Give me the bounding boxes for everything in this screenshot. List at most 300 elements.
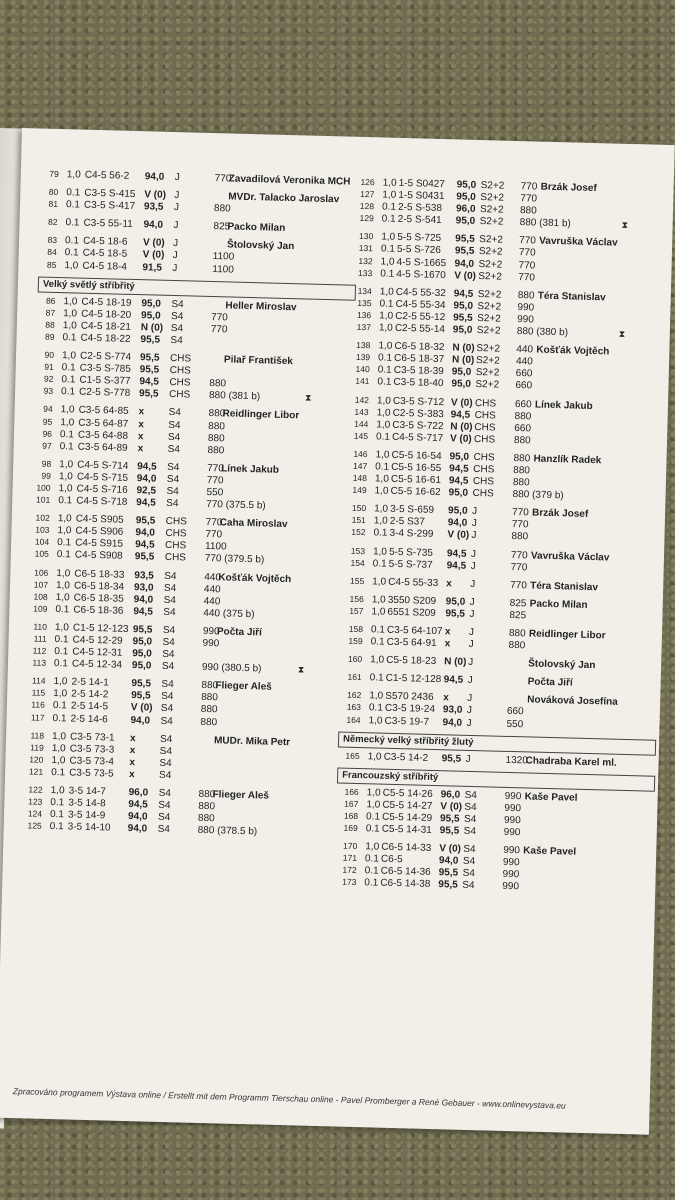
cell-reg: C3-5 64-89	[77, 441, 128, 454]
cell-prize: 990	[202, 625, 220, 638]
cell-grd: S4	[160, 703, 174, 715]
cell-cls: 0.1	[60, 386, 76, 398]
cell-pts: N (0)	[451, 354, 475, 367]
cell-pts: 95,5	[131, 678, 152, 690]
cell-no: 124	[27, 808, 43, 819]
cell-prize: 770	[214, 173, 232, 185]
cell-pts: 95,5	[131, 690, 151, 702]
cell-prize: 990	[502, 857, 520, 869]
cell-no: 82	[47, 216, 58, 228]
cell-reg: C6-5 18-35	[73, 592, 124, 605]
cell-no: 91	[44, 361, 54, 373]
cell-no: 128	[359, 201, 375, 212]
cell-reg: C1-5 12-123	[72, 622, 129, 635]
cell-prize: 770	[511, 507, 529, 519]
cell-grd: S2+2	[477, 312, 501, 325]
cell-reg: 3-5 14-8	[68, 797, 106, 810]
cell-no: 103	[35, 524, 50, 536]
cell-cls: 0.1	[65, 217, 80, 229]
cell-no: 155	[349, 575, 365, 586]
cell-cls: 0.1	[66, 187, 81, 199]
cell-prize: 770	[520, 193, 538, 205]
cell-pts: x	[129, 756, 136, 769]
cell-grd: S4	[158, 769, 172, 782]
cell-prize: 880	[213, 203, 231, 215]
cell-no: 121	[28, 766, 44, 777]
cell-reg: C3-5 S-712	[392, 395, 445, 408]
cell-reg: C2-5 55-12	[395, 310, 446, 324]
cell-reg: C3-5 73-1	[69, 731, 115, 744]
cell-no: 119	[30, 742, 44, 753]
cell-reg: C4-5 18-6	[82, 236, 128, 249]
cell-no: 142	[354, 394, 370, 405]
cell-cls: 1,0	[376, 394, 392, 407]
cell-no: 86	[45, 295, 56, 306]
cell-reg: C3-5 18-39	[393, 365, 444, 378]
cell-no: 144	[354, 418, 369, 429]
cell-prize: 880	[198, 788, 216, 801]
cell-reg: 5-5 S-726	[396, 244, 441, 257]
cell-grd: S4	[158, 787, 172, 800]
cell-cls: 1,0	[63, 307, 78, 320]
cell-pts: x	[138, 418, 144, 430]
cell-cls: 1,0	[381, 231, 396, 244]
cell-cls: 1,0	[379, 286, 394, 298]
cell-pts: 95,5	[135, 515, 156, 527]
cell-grd: CHS	[472, 475, 495, 488]
cell-grd: S4	[462, 868, 476, 880]
cell-prize: 660	[514, 422, 532, 435]
cell-grd: S4	[162, 648, 175, 661]
cell-grd: J	[471, 506, 478, 518]
cell-cls: 1,0	[60, 416, 75, 428]
cell-name: Hanzlík Radek	[533, 453, 602, 467]
cell-name: Packo Milan	[529, 598, 588, 611]
cell-pts: 92,5	[136, 485, 157, 497]
cell-no: 97	[42, 440, 52, 451]
cell-reg: C3-5 19-7	[384, 715, 430, 728]
cell-pts: 95,0	[448, 487, 469, 499]
cell-name: Línek Jakub	[534, 399, 593, 412]
cell-no: 98	[41, 458, 52, 469]
cell-pts: 94,5	[133, 605, 153, 618]
cell-reg: 2-5 14-5	[70, 700, 109, 713]
table-row	[340, 672, 658, 692]
cell-grd: J	[173, 202, 180, 214]
cell-pts: 94,0	[143, 219, 164, 232]
cell-pts: 93,5	[134, 569, 154, 582]
cell-no: 111	[33, 633, 47, 644]
cell-grd: CHS	[165, 516, 188, 528]
cell-pts: 95,5	[441, 752, 462, 765]
cell-grd: S2+2	[478, 258, 503, 271]
cell-pts: x	[443, 692, 449, 704]
cell-grd: S2+2	[477, 288, 502, 301]
cell-prize: 825	[213, 221, 231, 233]
cell-grd: S2+2	[480, 192, 505, 204]
cell-grd: CHS	[473, 451, 495, 464]
cell-prize: 660	[514, 398, 532, 410]
cell-pts: 94,0	[447, 517, 468, 530]
cell-cls: 0.1	[59, 428, 75, 441]
cell-reg: C3-5 S-415	[84, 187, 136, 201]
cell-prize: 825	[509, 597, 527, 610]
cell-pts: 94,5	[137, 460, 157, 473]
cell-prize: 880	[512, 477, 530, 489]
cell-no: 96	[42, 428, 53, 439]
cell-cls: 0.1	[379, 298, 394, 310]
cell-cls: 0.1	[52, 700, 67, 712]
cell-prize: 880	[519, 205, 537, 217]
cell-cls: 0.1	[365, 811, 381, 823]
cell-grd: S4	[462, 856, 476, 868]
cell-grd: S2+2	[475, 367, 500, 379]
cell-reg: 2-5 S37	[389, 516, 425, 529]
cell-grd: S4	[170, 322, 184, 335]
cell-reg: C6-5 18-37	[393, 353, 445, 366]
cell-pts: 95,5	[139, 352, 160, 364]
cell-cls: 1,0	[64, 259, 79, 272]
cell-pts: V (0)	[450, 396, 473, 409]
cell-prize: 1320	[505, 754, 529, 767]
cell-pts: 91,5	[142, 261, 163, 274]
cell-cls: 1,0	[59, 458, 74, 471]
cell-grd: CHS	[165, 528, 187, 540]
cell-name: MUDr. Mika Petr	[213, 734, 291, 748]
cell-cls: 1,0	[366, 799, 381, 811]
cell-pts: V (0)	[447, 529, 470, 542]
cell-grd: J	[469, 596, 475, 608]
cell-grd: S4	[159, 745, 173, 757]
cell-no: 170	[343, 840, 358, 852]
cell-no: 172	[342, 864, 357, 876]
cell-no: 137	[356, 321, 372, 333]
section-header: Velký světlý stříbřitý	[38, 276, 356, 300]
cell-prize: 440	[204, 571, 222, 583]
cell-no: 149	[352, 484, 367, 496]
cell-prize: 770	[510, 561, 528, 574]
hourglass-icon: ⧗	[297, 664, 305, 675]
cell-name: Packo Milan	[227, 221, 286, 235]
cell-prize: 770	[518, 259, 536, 272]
cell-reg: C2-5 S-778	[78, 386, 131, 400]
cell-reg: C3-5 64-91	[386, 636, 437, 650]
hourglass-icon: ⧗	[304, 392, 312, 403]
cell-reg: C5-5 16-55	[391, 461, 442, 475]
cell-grd: CHS	[473, 463, 495, 476]
cell-grd: J	[468, 657, 474, 669]
cell-no: 158	[348, 623, 364, 635]
cell-no: 110	[33, 621, 48, 632]
cell-pts: 94,5	[449, 463, 469, 475]
cell-grd: S4	[167, 431, 181, 443]
cell-cls: 1,0	[365, 841, 380, 853]
cell-prize: 550	[206, 486, 224, 499]
cell-no: 147	[352, 460, 368, 472]
table-row	[342, 575, 660, 595]
cell-grd: S4	[157, 812, 171, 824]
cell-reg: C4-5 S906	[75, 525, 124, 539]
cell-reg: C3-5 18-40	[393, 377, 444, 390]
cell-prize: 880	[200, 716, 218, 728]
cell-grd: S4	[162, 636, 175, 649]
cell-cls: 1,0	[51, 730, 67, 743]
cell-prize: 770	[518, 271, 536, 284]
cell-cls: 0.1	[61, 374, 76, 386]
cell-prize: 770	[518, 247, 536, 259]
cell-pts: 94,0	[144, 171, 165, 183]
cell-prize: 880	[201, 680, 219, 692]
cell-reg: C4-5 55-34	[395, 298, 446, 311]
cell-cls: 0.1	[53, 658, 69, 670]
cell-pts: 94,5	[443, 674, 464, 687]
cell-prize: 880	[197, 813, 215, 825]
cell-grd: S2+2	[475, 355, 500, 367]
cell-no: 148	[352, 472, 368, 484]
cell-pts: 95,5	[438, 879, 458, 892]
cell-reg: C6-5 14-36	[380, 865, 431, 879]
cell-cls: 0.1	[372, 557, 387, 570]
cell-no: 139	[355, 352, 371, 363]
cell-cls: 1,0	[373, 515, 388, 528]
cell-cls: 0.1	[381, 201, 397, 214]
cell-prize: 990	[517, 301, 535, 314]
cell-cls: 1,0	[379, 310, 394, 322]
cell-no: 116	[31, 699, 46, 711]
cell-prize: 770	[510, 549, 528, 561]
cell-prize: 990	[502, 869, 520, 881]
cell-reg: C4-5 S915	[75, 537, 124, 551]
cell-pts: 95,0	[132, 636, 153, 648]
cell-cls: 1,0	[51, 754, 66, 767]
cell-cls: 1,0	[58, 483, 73, 495]
cell-reg: C4-5 S908	[74, 549, 123, 563]
cell-name: Chadraba Karel ml.	[525, 755, 617, 769]
cell-grd: S4	[161, 691, 174, 703]
cell-pts: x	[137, 430, 144, 442]
cell-no: 102	[35, 512, 50, 524]
cell-reg: 3-5 14-10	[67, 821, 111, 834]
cell-prize: 880	[513, 434, 531, 447]
cell-name: Flieger Aleš	[212, 789, 270, 802]
cell-prize: 880	[201, 692, 218, 704]
cell-no: 105	[34, 548, 49, 560]
cell-prize: 880	[208, 420, 226, 432]
cell-reg: C3-5 64-88	[77, 429, 129, 442]
cell-reg: C4-5 18-5	[82, 248, 128, 261]
cell-name: Nováková Josefína	[527, 694, 618, 709]
cell-prize: 990 (380.5 b)	[201, 662, 262, 675]
cell-reg: C6-5 18-32	[394, 340, 445, 354]
cell-grd: S4	[162, 624, 176, 637]
cell-grd: S4	[463, 813, 477, 826]
cell-cls: 1,0	[369, 690, 384, 703]
cell-prize: 1100	[212, 251, 235, 264]
cell-name: Zavadilová Veronika MCH	[228, 173, 351, 188]
cell-cls: 1,0	[55, 591, 70, 604]
cell-cls: 0.1	[58, 495, 73, 507]
cell-reg: C6-5 14-33	[381, 841, 432, 855]
cell-reg: C3-5 55-11	[83, 217, 133, 231]
cell-reg: C6-5 18-33	[74, 568, 125, 581]
cell-pts: 94,0	[442, 716, 463, 729]
cell-prize: 990	[502, 881, 520, 893]
cell-cls: 1,0	[372, 545, 388, 558]
cell-no: 126	[360, 176, 375, 188]
cell-pts: 95,5	[439, 825, 460, 837]
cell-cls: 1,0	[374, 503, 389, 515]
cell-grd: S2+2	[479, 234, 504, 246]
cell-name: Štolovský Jan	[226, 239, 295, 253]
cell-cls: 1,0	[62, 319, 77, 332]
cell-cls: 1,0	[372, 576, 387, 588]
cell-grd: J	[174, 172, 180, 184]
cell-reg: C2-5 S-774	[79, 350, 132, 363]
cell-no: 145	[353, 430, 369, 441]
cell-grd: CHS	[473, 433, 496, 446]
cell-reg: C4-5 S-714	[77, 459, 129, 472]
cell-name: Brzák Josef	[531, 507, 589, 521]
cell-reg: 2-5 S-538	[397, 202, 443, 215]
cell-no: 83	[47, 235, 58, 246]
cell-reg: C1-5 S-377	[79, 374, 131, 388]
cell-pts: 95,0	[452, 324, 473, 336]
cell-grd: S4	[163, 594, 177, 606]
cell-no: 160	[347, 653, 363, 665]
cell-prize: 880 (381 b)	[519, 217, 571, 230]
cell-no: 113	[32, 657, 47, 668]
cell-prize: 990	[504, 802, 522, 815]
hourglass-icon: ⧗	[621, 220, 629, 231]
cell-pts: 95,5	[454, 245, 475, 258]
cell-reg: C5-5 18-23	[386, 654, 437, 668]
cell-grd: CHS	[472, 488, 494, 500]
cell-pts: 95,5	[140, 334, 161, 346]
cell-pts: 95,0	[131, 660, 152, 672]
cell-cls: 0.1	[364, 877, 379, 889]
cell-reg: 1-5 S0427	[398, 177, 445, 191]
hourglass-icon: ⧗	[618, 328, 626, 339]
cell-name: Reidlinger Libor	[222, 408, 300, 422]
cell-cls: 1,0	[50, 785, 65, 797]
cell-no: 163	[346, 702, 362, 713]
cell-cls: 0.1	[365, 823, 380, 835]
page-footer: Zpracováno programem Výstava online / Erstellt mit dem Programm Tierschau online - Pavel Promberger a René Gebauer - www.onlinevystava.eu	[12, 1086, 566, 1111]
cell-reg: C3-5 64-107	[386, 624, 443, 638]
cell-prize: 880	[508, 640, 526, 652]
cell-pts: 94,0	[438, 855, 459, 867]
cell-cls: 0.1	[55, 603, 70, 616]
cell-grd: S2+2	[476, 325, 501, 337]
cell-pts: 95,0	[132, 648, 152, 660]
section-header: Německý velký stříbřitý žlutý	[338, 731, 656, 755]
cell-cls: 0.1	[49, 821, 64, 833]
cell-no: 120	[29, 754, 44, 765]
cell-name: Brzák Josef	[540, 181, 597, 195]
cell-no: 88	[45, 319, 55, 330]
cell-no: 165	[345, 750, 360, 761]
cell-pts: 95,5	[455, 233, 475, 246]
cell-cls: 0.1	[380, 243, 395, 256]
cell-no: 166	[344, 786, 359, 797]
cell-cls: 0.1	[380, 268, 395, 280]
right-column	[334, 177, 671, 898]
cell-pts: 95,0	[453, 300, 474, 312]
cell-pts: 94,0	[133, 593, 154, 606]
cell-cls: 1,0	[366, 787, 381, 799]
cell-reg: 2-5 14-6	[70, 713, 108, 726]
cell-prize: 880	[511, 531, 529, 543]
cell-prize: 550	[506, 718, 524, 730]
cell-prize: 990	[517, 313, 534, 326]
cell-reg: C3-5 64-85	[78, 404, 129, 418]
cell-cls: 0.1	[62, 332, 77, 344]
cell-cls: 1,0	[56, 567, 71, 579]
cell-grd: S4	[159, 733, 173, 745]
cell-cls: 0.1	[64, 247, 79, 259]
cell-reg: C3-5 73-4	[69, 755, 115, 768]
cell-pts: x	[137, 442, 144, 454]
cell-no: 140	[355, 364, 370, 375]
cell-prize: 770	[205, 529, 223, 541]
cell-reg: C3-5 14-2	[383, 751, 429, 764]
cell-no: 143	[354, 406, 369, 417]
cell-reg: C3-5 S-785	[79, 362, 131, 376]
cell-grd: S4	[157, 824, 171, 836]
cell-no: 164	[346, 714, 361, 725]
cell-pts: 94,5	[134, 539, 155, 551]
cell-reg: 6551 S209	[387, 606, 436, 619]
cell-pts: x	[446, 577, 452, 590]
cell-prize: 440	[203, 583, 221, 595]
table-row	[340, 654, 658, 674]
cell-no: 127	[360, 188, 375, 200]
cell-cls: 0.1	[61, 362, 76, 374]
cell-cls: 0.1	[369, 672, 384, 684]
cell-reg: 3-4 S-299	[389, 528, 434, 541]
cell-pts: 95,5	[138, 388, 159, 400]
cell-no: 136	[356, 309, 372, 321]
cell-prize: 990	[202, 637, 220, 650]
cell-reg: C3-5 64-87	[78, 417, 129, 430]
cell-cls: 1,0	[378, 340, 393, 352]
cell-name: Caha Miroslav	[219, 517, 288, 531]
cell-no: 122	[28, 784, 43, 795]
cell-grd: S2+2	[476, 343, 501, 355]
cell-name: Vavruška Václav	[539, 235, 618, 250]
cell-reg: C4-5 18-20	[81, 308, 132, 321]
cell-grd: S2+2	[477, 300, 502, 313]
cell-no: 154	[350, 557, 365, 568]
cell-name: Počta Jiří	[216, 626, 263, 639]
cell-cls: 1,0	[54, 621, 69, 634]
cell-no: 138	[356, 339, 371, 351]
cell-name: Košťák Vojtěch	[536, 344, 610, 358]
cell-cls: 0.1	[56, 549, 71, 561]
cell-prize: 660	[506, 706, 524, 718]
cell-cls: 0.1	[59, 440, 74, 453]
cell-pts: 94,5	[139, 376, 160, 388]
cell-cls: 0.1	[64, 235, 80, 247]
cell-pts: x	[138, 406, 145, 418]
cell-reg: C3-5 S-417	[83, 199, 136, 213]
cell-no: 151	[351, 515, 366, 526]
cell-no: 95	[42, 416, 53, 427]
cell-no: 87	[45, 307, 56, 318]
cell-pts: 95,0	[451, 378, 472, 391]
cell-pts: 94,0	[136, 473, 157, 485]
cell-no: 123	[28, 796, 43, 807]
